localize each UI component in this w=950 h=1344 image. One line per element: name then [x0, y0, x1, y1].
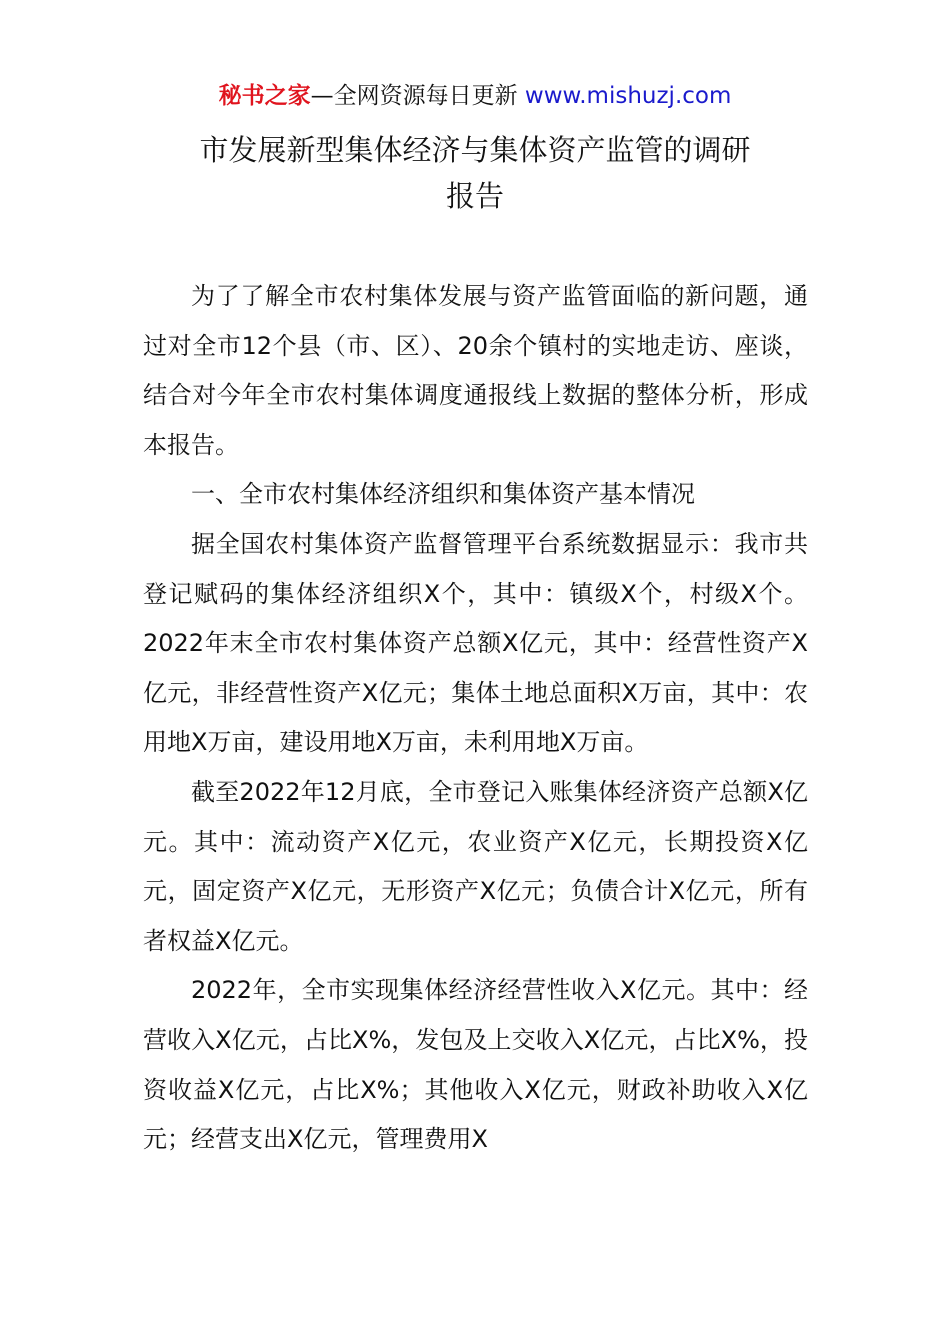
document-title	[100, 127, 850, 219]
intro-paragraph: 为了了解全市农村集体发展与资产监管面临的新问题，通过对全市12个县（市、区）、20余个镇村的实地走访、座谈，结合对今年全市农村集体调度通报线上数据的整体分析，形成本报告。	[143, 282, 808, 459]
brand-name: 秘书之家	[218, 83, 311, 109]
body-paragraph: 2022年，全市实现集体经济经营性收入X亿元。其中：经营收入X亿元，占比X%，发包及上交收入X亿元，占比X%，投资收益X亿元，占比X%；其他收入X亿元，财政补助收入X亿元；经营支出X亿元，管理费用X	[143, 976, 808, 1154]
site-header	[0, 80, 950, 112]
body-paragraph: 截至2022年12月底，全市登记入账集体经济资产总额X亿元。其中：流动资产X亿元，农业资产X亿元，长期投资X亿元，固定资产X亿元，无形资产X亿元；负债合计X亿元，所有者权益X亿元。	[143, 777, 808, 955]
site-url-link[interactable]: www.mishuzj.com	[524, 83, 732, 109]
body-paragraph: 据全国农村集体资产监督管理平台系统数据显示：我市共登记赋码的集体经济组织X个，其中：镇级X个，村级X个。2022年末全市农村集体资产总额X亿元，其中：经营性资产X亿元，非经营性资产X亿元；集体土地总面积X万亩，其中：农用地X万亩，建设用地X万亩，未利用地X万亩。	[143, 529, 808, 757]
title-line-1: 市发展新型集体经济与集体资产监管的调研	[199, 133, 751, 167]
title-line-2: 报告	[445, 179, 504, 213]
document-body	[143, 272, 808, 1165]
header-tagline: —全网资源每日更新	[310, 83, 518, 109]
section-heading-1: 一、全市农村集体经济组织和集体资产基本情况	[191, 480, 695, 509]
